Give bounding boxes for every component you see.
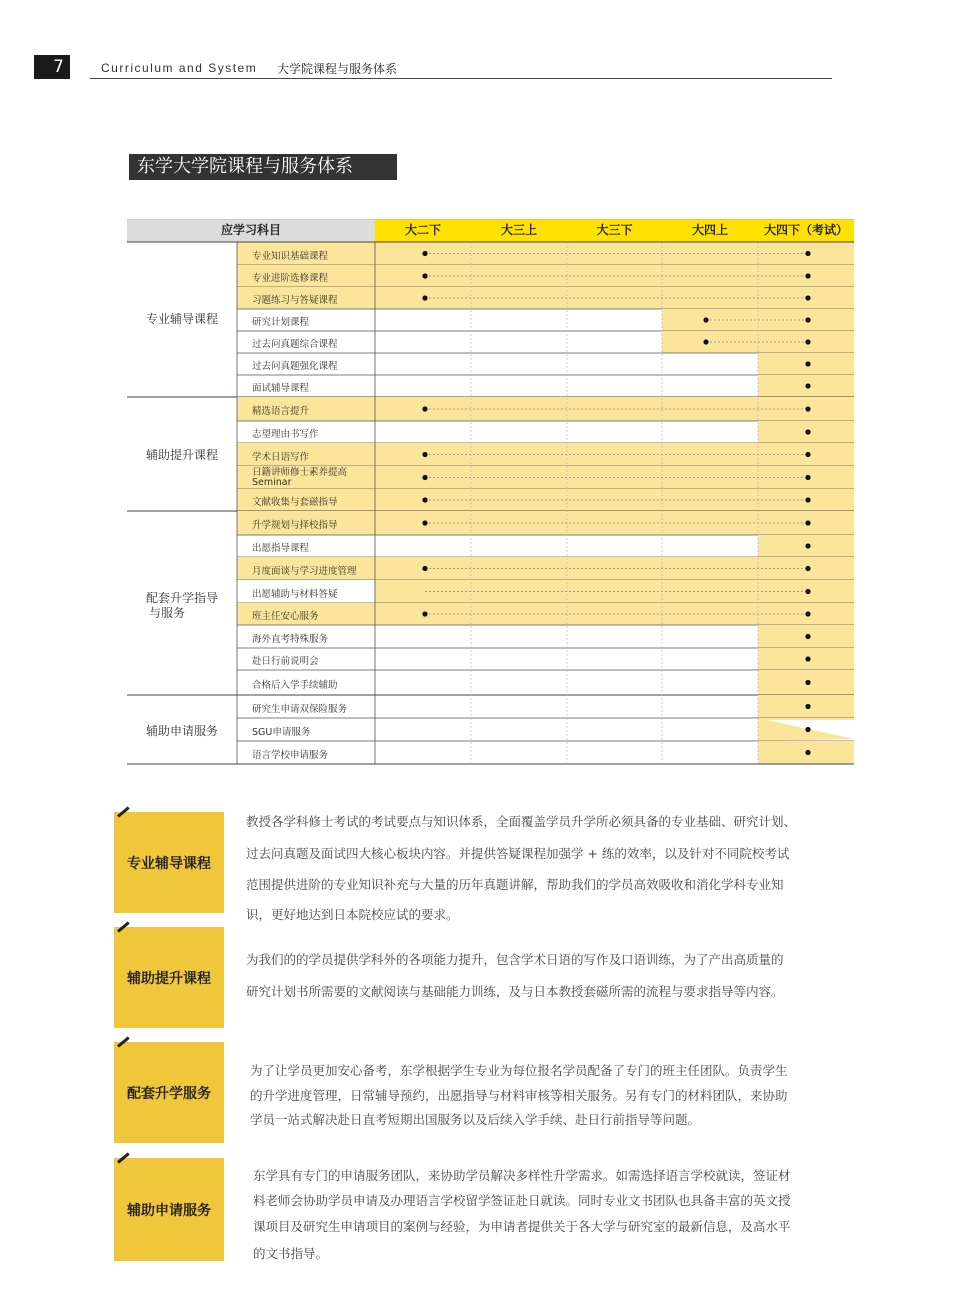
subject-header: 应学习科目	[220, 223, 281, 237]
end-dot	[805, 656, 810, 661]
section-description-line: 过去问真题及面试四大核心板块内容。并提供答疑课程加强学 + 练的效率，以及针对不同院校考试	[246, 846, 790, 861]
course-name: 志望理由书写作	[252, 429, 319, 440]
course-name: 面试辅导课程	[252, 383, 310, 394]
section-description-line: 研究计划书所需要的文献阅读与基础能力训练，及与日本教授套磁所需的流程与要求指导等内容。	[246, 984, 784, 999]
header-rule	[90, 78, 832, 79]
end-dot	[805, 727, 810, 732]
group-name: 辅助提升课程	[145, 448, 218, 462]
section-description-line: 课项目及研究生申请项目的案例与经验，为申请者提供关于各大学与研究室的最新信息，及高水平	[253, 1219, 791, 1234]
end-dot	[805, 750, 810, 755]
course-name: 研究计划课程	[252, 317, 310, 328]
end-dot	[805, 475, 810, 480]
start-dot	[703, 317, 708, 322]
group-name: 专业辅导课程	[145, 312, 218, 326]
end-dot	[805, 497, 810, 502]
group-name: 辅助申请服务	[145, 723, 218, 738]
section-description-line: 的升学进度管理，日常辅导预约，出愿指导与材料审核等相关服务。另有专门的材料团队，来协助	[250, 1088, 788, 1103]
course-name: 文献收集与套磁指导	[252, 497, 338, 508]
course-name: 月度面谈与学习进度管理	[252, 566, 357, 577]
section-label: 辅助申请服务	[127, 1202, 211, 1219]
course-name: 海外直考特殊服务	[252, 634, 329, 645]
page-number: 7	[34, 55, 70, 79]
end-dot	[805, 429, 810, 434]
course-name: 过去问真题综合课程	[252, 339, 338, 350]
end-dot	[805, 452, 810, 457]
end-dot	[805, 520, 810, 525]
section-description-line: 学员一站式解决赴日直考短期出国服务以及后续入学手续、赴日行前指导等问题。	[250, 1112, 701, 1127]
section-label: 配套升学服务	[127, 1085, 211, 1102]
end-dot	[805, 295, 810, 300]
end-dot	[805, 566, 810, 571]
row-highlight	[758, 718, 854, 720]
course-name: SGU申请服务	[252, 727, 311, 738]
end-dot	[805, 383, 810, 388]
end-dot	[805, 317, 810, 322]
section-description-line: 范围提供进阶的专业知识补充与大量的历年真题讲解，帮助我们的学员高效吸收和消化学科专业知	[246, 877, 784, 892]
course-name: 学术日语写作	[252, 452, 310, 463]
end-dot	[805, 589, 810, 594]
pen-mark-icon	[117, 806, 130, 817]
term-header: 大三上	[500, 223, 537, 237]
section-label: 专业辅导课程	[127, 855, 211, 872]
end-dot	[805, 543, 810, 548]
end-dot	[805, 611, 810, 616]
section-description-line: 为我们的的学员提供学科外的各项能力提升，包含学术日语的写作及口语训练，为了产出高质量的	[246, 952, 784, 967]
start-dot	[422, 475, 427, 480]
end-dot	[805, 406, 810, 411]
start-dot	[422, 273, 427, 278]
section-description-line: 东学具有专门的申请服务团队，来协助学员解决多样性升学需求。如需选择语言学校就读，签证材	[253, 1168, 791, 1183]
section-description-line: 的文书指导。	[253, 1246, 329, 1261]
course-name: 语言学校申请服务	[252, 750, 329, 761]
course-name: 过去问真题强化课程	[252, 361, 338, 372]
section-description-line: 为了让学员更加安心备考，东学根据学生专业为每位报名学员配备了专门的班主任团队。负责学生	[250, 1063, 788, 1078]
section-description-line: 识，更好地达到日本院校应试的要求。	[246, 907, 459, 922]
course-name: 升学规划与择校指导	[252, 520, 338, 531]
course-name: 研究生申请双保险服务	[252, 704, 348, 715]
course-name: 精选语言提升	[252, 406, 310, 417]
term-header: 大二下	[404, 223, 441, 237]
end-dot	[805, 634, 810, 639]
start-dot	[703, 339, 708, 344]
course-name: 班主任安心服务	[252, 611, 319, 622]
start-dot	[422, 566, 427, 571]
course-name: 专业知识基础课程	[252, 251, 329, 262]
end-dot	[805, 704, 810, 709]
section-description-line: 教授各学科修士考试的考试要点与知识体系，全面覆盖学员升学所必须具备的专业基础、研究计划、	[246, 814, 797, 829]
section-label: 辅助提升课程	[127, 970, 211, 987]
section-description-line: 料老师会协助学员申请及办理语言学校留学签证赴日就读。同时专业文书团队也具备丰富的英文授	[253, 1193, 791, 1208]
curriculum-grid	[127, 219, 854, 769]
start-dot	[422, 452, 427, 457]
header-title-cn: 大学院课程与服务体系	[277, 62, 398, 76]
term-header: 大四下（考试）	[763, 223, 848, 237]
start-dot	[422, 497, 427, 502]
term-header: 大四上	[691, 223, 728, 237]
start-dot	[422, 611, 427, 616]
pen-mark-icon	[117, 1152, 130, 1163]
section-label-box	[114, 1042, 224, 1143]
course-name: 赴日行前说明会	[252, 656, 319, 667]
section-label-box	[114, 927, 224, 1028]
course-name: 习题练习与答疑课程	[252, 295, 338, 306]
course-name: 日籍讲师修士素养提高 Seminar	[252, 467, 348, 488]
group-name: 与服务	[149, 606, 186, 620]
section-label-box	[114, 1158, 224, 1261]
pen-mark-icon	[117, 1036, 130, 1047]
term-header: 大三下	[596, 223, 633, 237]
course-name: 出愿辅助与材料答疑	[252, 589, 338, 600]
end-dot	[805, 273, 810, 278]
start-dot	[422, 251, 427, 256]
course-name: 专业进阶选修课程	[252, 273, 329, 284]
section-title: 东学大学院课程与服务体系	[129, 154, 397, 180]
pen-mark-icon	[117, 921, 130, 932]
end-dot	[805, 339, 810, 344]
start-dot	[422, 406, 427, 411]
start-dot	[422, 295, 427, 300]
end-dot	[805, 251, 810, 256]
course-name: 合格后入学手续辅助	[252, 680, 338, 691]
course-name: 出愿指导课程	[252, 543, 310, 554]
section-label-box	[114, 812, 224, 913]
header-title-en: Curriculum and System	[101, 61, 258, 75]
group-name: 配套升学指导	[145, 591, 218, 605]
start-dot	[422, 520, 427, 525]
row-highlight	[375, 580, 471, 603]
end-dot	[805, 361, 810, 366]
end-dot	[805, 680, 810, 685]
curriculum-table	[127, 219, 854, 769]
